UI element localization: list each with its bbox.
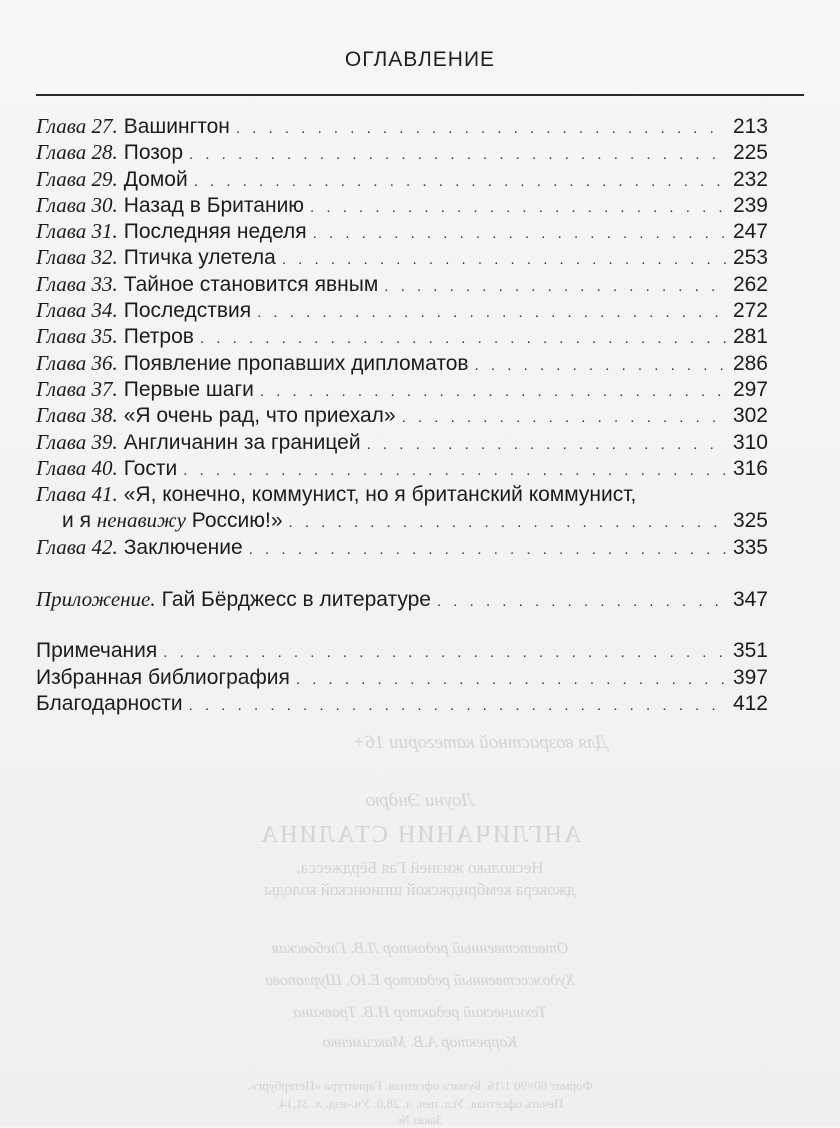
page-number: 253 <box>732 246 768 270</box>
dot-leader <box>189 693 727 719</box>
toc-entry <box>36 244 768 270</box>
toc-entry <box>36 192 768 218</box>
page-number: 213 <box>732 115 768 138</box>
dot-leader <box>289 510 727 536</box>
chapter-title: Последствия <box>123 299 252 323</box>
dot-leader <box>260 379 727 405</box>
bleed-through-text: Печать офсетная. Усл. печ. л. 28,0. Уч.-изд. л. 31,14. <box>276 1096 564 1111</box>
spacer <box>36 612 768 638</box>
chapter-title: «Я очень рад, что приехал» <box>123 404 396 428</box>
chapter-label: Глава 38. <box>36 403 118 428</box>
chapter-label: Глава 37. <box>36 376 118 401</box>
page-number: 297 <box>732 377 768 401</box>
page-number: 335 <box>732 535 768 559</box>
chapter-label: Глава 28. <box>36 140 118 165</box>
bleed-through-text: Корректор А.В. Максименко <box>322 1034 518 1051</box>
bleed-through-text: джокера кембриджской шпионской колоды <box>264 880 576 899</box>
chapter-label: Глава 31. <box>36 219 118 244</box>
chapter-title: Заключение <box>123 535 243 559</box>
toc-entry <box>36 113 768 139</box>
toc-entry <box>36 429 768 455</box>
bleed-through-text: Несколько жизней Гая Бёрджесса, <box>296 858 544 877</box>
dot-leader <box>367 432 727 458</box>
toc-entry <box>36 323 768 349</box>
chapter-title: Вашингтон <box>123 115 230 138</box>
page-number: 232 <box>732 167 768 191</box>
back-matter-entry <box>36 691 768 717</box>
dot-leader <box>189 142 727 168</box>
chapter-label: Глава 27. <box>36 114 118 138</box>
toc-entry <box>36 271 768 297</box>
page-number: 281 <box>732 325 768 349</box>
page-number: 272 <box>732 299 768 323</box>
chapter-label: Глава 42. <box>36 534 118 559</box>
toc-entry <box>36 455 768 481</box>
page-number: 412 <box>732 691 768 715</box>
bleed-through-text: Художественный редактор Е.Ю. Шурлапова <box>264 972 576 989</box>
dot-leader <box>475 353 727 379</box>
chapter-label: Глава 29. <box>36 166 118 191</box>
toc-entry <box>36 402 768 428</box>
chapter-title-line1: «Я, конечно, коммунист, но я британский коммунист, <box>123 483 637 507</box>
chapter-label: Глава 32. <box>36 245 118 270</box>
chapter-title: Гости <box>123 456 178 480</box>
page-number: 247 <box>732 220 768 244</box>
dot-leader <box>437 589 727 615</box>
dot-leader <box>194 169 727 195</box>
page-number: 239 <box>732 193 768 217</box>
page-title: ОГЛАВЛЕНИЕ <box>344 48 496 71</box>
chapter-title-emphasis: ненавижу <box>96 508 186 533</box>
appendix-label: Приложение. <box>36 587 156 612</box>
chapter-title-line2-a: и я <box>62 509 97 533</box>
chapter-title: Домой <box>123 167 188 191</box>
toc-entry <box>36 139 768 165</box>
toc-entry <box>36 297 768 323</box>
page-number: 302 <box>732 404 768 428</box>
chapter-title: Первые шаги <box>123 377 254 401</box>
chapter-label: Глава 36. <box>36 350 118 375</box>
dot-leader <box>249 537 727 563</box>
toc-entry <box>36 376 768 402</box>
back-matter-entry <box>36 665 768 691</box>
chapter-title: Птичка улетела <box>123 246 276 270</box>
chapter-title-line2 <box>62 507 283 534</box>
appendix-entry <box>36 586 768 612</box>
chapter-label: Глава 33. <box>36 271 118 296</box>
page-number: 325 <box>732 509 768 533</box>
dot-leader <box>282 247 727 273</box>
page-number: 225 <box>732 141 768 165</box>
chapter-title: Петров <box>123 325 194 349</box>
chapter-title: Англичанин за границей <box>123 430 361 454</box>
chapter-label: Глава 41. <box>36 482 118 507</box>
chapter-title: Появление пропавших дипломатов <box>123 351 469 375</box>
dot-leader <box>200 326 727 352</box>
page-number: 316 <box>732 456 768 480</box>
toc-entry-continuation <box>36 507 768 533</box>
page-number: 351 <box>732 639 768 663</box>
toc-entry <box>36 218 768 244</box>
bleed-through-text: Формат 60×90 1/16. Бумага офсетная. Гарнитура «Петербург». <box>247 1078 593 1093</box>
bleed-through-text: Лоуни Эндрю <box>365 790 475 811</box>
page-number: 286 <box>732 351 768 375</box>
chapter-label: Глава 35. <box>36 324 118 349</box>
toc-entry <box>36 534 768 560</box>
spacer <box>36 560 768 586</box>
bleed-through-text: Для возрастной категории 16+ <box>352 732 608 753</box>
dot-leader <box>313 221 727 247</box>
chapter-title: Позор <box>123 141 184 165</box>
dot-leader <box>296 667 727 693</box>
chapter-label: Глава 40. <box>36 455 118 480</box>
bleed-through-text: Технический редактор Н.В. Травкина <box>293 1004 547 1021</box>
page-number: 397 <box>732 665 768 689</box>
dot-leader <box>402 405 727 431</box>
back-matter-title: Примечания <box>36 639 158 663</box>
bleed-through-text: Заказ № <box>397 1112 443 1127</box>
page-number: 347 <box>732 588 768 612</box>
dot-leader <box>384 274 727 300</box>
appendix-title: Гай Бёрджесс в литературе <box>161 588 431 612</box>
back-matter-title: Избранная библиография <box>36 665 290 689</box>
back-matter-entry <box>36 638 768 664</box>
dot-leader <box>257 300 727 326</box>
chapter-title: Тайное становится явным <box>123 272 379 296</box>
page-number: 310 <box>732 430 768 454</box>
toc-entry <box>36 166 768 192</box>
table-of-contents <box>36 113 768 717</box>
dot-leader <box>163 640 727 666</box>
back-matter-title: Благодарности <box>36 691 183 715</box>
chapter-title: Последняя неделя <box>123 220 307 244</box>
chapter-label: Глава 30. <box>36 192 118 217</box>
page-number: 262 <box>732 272 768 296</box>
bleed-through-text: АНГЛИЧАНИН СТАЛИНА <box>258 822 582 848</box>
chapter-title: Назад в Британию <box>123 193 305 217</box>
header-rule <box>36 94 804 96</box>
chapter-title-line2-b: Россию!» <box>185 509 283 533</box>
chapter-label: Глава 39. <box>36 429 118 454</box>
bleed-through-text: Ответственный редактор Л.В. Глебовская <box>271 940 569 957</box>
dot-leader <box>310 195 727 221</box>
chapter-label: Глава 34. <box>36 298 118 323</box>
toc-entry <box>36 350 768 376</box>
toc-entry-first-line <box>36 481 768 507</box>
dot-leader <box>236 116 727 142</box>
